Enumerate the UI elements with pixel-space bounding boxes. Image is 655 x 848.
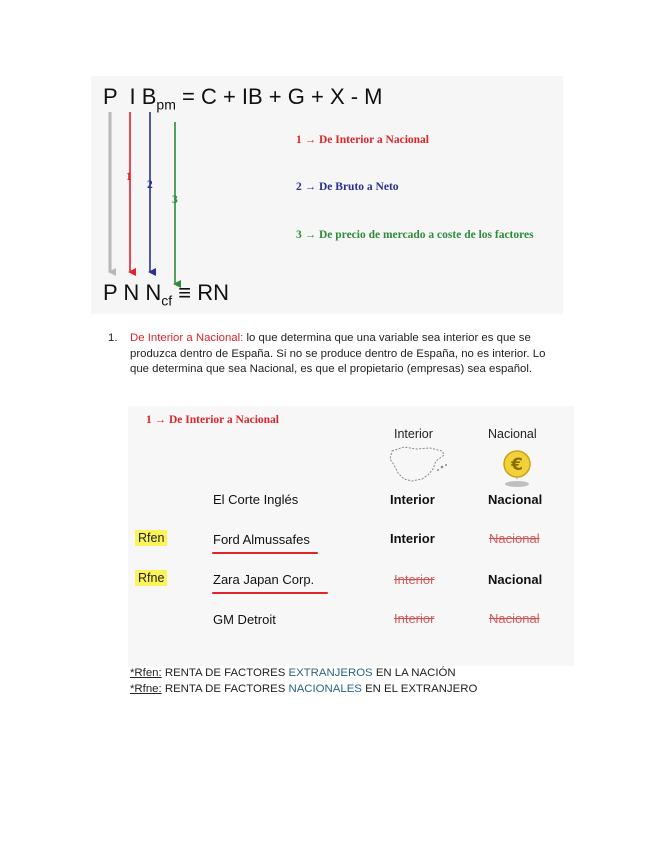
paragraph-lead: De Interior a Nacional:	[130, 332, 244, 344]
header-interior: Interior	[394, 427, 433, 441]
spain-map-icon	[386, 443, 450, 487]
list-number: 1.	[108, 332, 118, 344]
company-ford-almussafes: Ford Almussafes	[213, 532, 310, 547]
interior-nacional-table	[128, 406, 574, 666]
row3-nacional: Nacional	[488, 572, 543, 587]
row4-nacional: Nacional	[489, 611, 540, 626]
tag-rfen: Rfen	[135, 530, 167, 546]
arrow-number-2: 2	[147, 179, 153, 191]
row3-interior: Interior	[394, 572, 435, 587]
pib-diagram	[91, 76, 563, 314]
underline-ford	[212, 552, 318, 554]
tag-rfne: Rfne	[135, 570, 167, 586]
row1-nacional: Nacional	[488, 492, 543, 507]
svg-text:€: €	[511, 455, 523, 475]
table-title: 1 → De Interior a Nacional	[146, 414, 279, 426]
euro-icon	[500, 446, 534, 488]
footnote-rfne: *Rfne: RENTA DE FACTORES NACIONALES EN EL EXTRANJERO	[130, 683, 478, 695]
pib-equation: P I $B_{pm} = C$ + IB + G + X - M	[103, 84, 383, 113]
note-interior-nacional: 1 → De Interior a Nacional	[296, 134, 429, 146]
company-zara-japan: Zara Japan Corp.	[213, 572, 315, 587]
footnote-rfen: *Rfen: RENTA DE FACTORES EXTRANJEROS EN LA NACIÓN	[130, 667, 456, 679]
list-item-interior-nacional	[108, 331, 558, 378]
company-gm-detroit: GM Detroit	[213, 612, 276, 627]
row1-interior: Interior	[390, 492, 435, 507]
note-precio-coste: 3 → De precio de mercado a coste de los factores	[296, 229, 534, 241]
paragraph-text: lo que determina que una variable sea interior es que se produzca dentro de España. Si no se produce dentro de España, no es interior. Lo que determina que sea Nacional, es que el propietario (empresas) sea español.	[130, 332, 546, 376]
underline-zara	[212, 592, 328, 594]
pnn-equation: P N $N_{cf}$ ≡ RN	[103, 280, 230, 309]
row4-interior: Interior	[394, 611, 435, 626]
company-el-corte-ingles: El Corte Inglés	[213, 492, 299, 507]
row2-nacional: Nacional	[489, 531, 540, 546]
arrow-number-3: 3	[172, 194, 178, 206]
arrow-number-1: 1	[126, 171, 132, 183]
row2-interior: Interior	[390, 531, 435, 546]
header-nacional: Nacional	[488, 427, 537, 441]
note-bruto-neto: 2 → De Bruto a Neto	[296, 181, 399, 193]
